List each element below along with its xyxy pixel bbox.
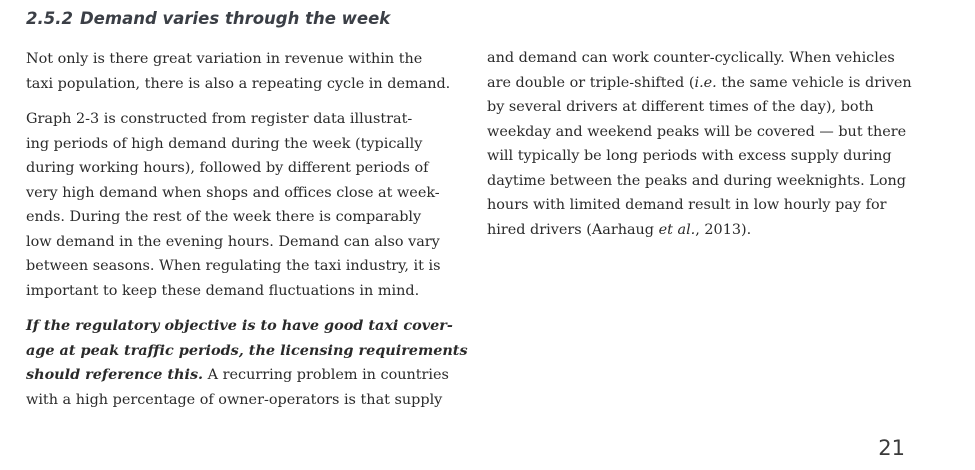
text-line: important to keep these demand fluctuations in mind. [26, 282, 420, 299]
paragraph-2 [26, 107, 458, 303]
section-title: Demand varies through the week [79, 9, 391, 28]
emphasis-text: should reference this. [26, 366, 204, 383]
text-line: very high demand when shops and offices close at week- [26, 184, 440, 201]
text-line: ends. During the rest of the week there is comparably [26, 209, 422, 225]
text-line: weekday and weekend peaks will be covered — but there [487, 123, 907, 140]
text-line: Graph 2-3 is constructed from register data illustrat- [26, 111, 413, 127]
text-line: ing periods of high demand during the week (typically [26, 135, 423, 152]
body-text: A recurring problem in countries [203, 367, 449, 383]
body-text: hired drivers (Aarhaug [487, 221, 659, 238]
emphasis-line: age at peak traffic periods, the licensing requirements [26, 341, 468, 359]
body-text: are double or triple-shifted ( [487, 74, 695, 91]
right-column [487, 46, 919, 242]
text-line: Not only is there great variation in revenue within the [26, 51, 423, 67]
paragraph-3 [26, 314, 468, 412]
body-text: , 2013). [695, 221, 752, 238]
text-line: daytime between the peaks and during weeknights. Long [487, 172, 906, 189]
text-line [26, 363, 458, 388]
section-heading [26, 9, 390, 28]
text-line: by several drivers at different times of the day), both [487, 99, 874, 115]
text-line: with a high percentage of owner-operators is that supply [26, 391, 443, 408]
text-line: between seasons. When regulating the taxi industry, it is [26, 258, 441, 274]
page-number: 21 [878, 436, 905, 460]
text-line: will typically be long periods with excess supply during [487, 148, 892, 164]
emphasis-line: If the regulatory objective is to have good taxi cover- [26, 317, 453, 334]
section-number: 2.5.2 [26, 9, 73, 28]
text-line: taxi population, there is also a repeating cycle in demand. [26, 75, 451, 92]
citation-etal: et al. [658, 221, 696, 238]
body-text: the same vehicle is driven [716, 74, 912, 91]
text-line [487, 71, 919, 96]
paragraph-1 [26, 47, 458, 96]
text-line: and demand can work counter-cyclically. When vehicles [487, 50, 895, 66]
text-line: low demand in the evening hours. Demand can also vary [26, 233, 440, 250]
left-column [26, 47, 468, 412]
text-line [487, 218, 919, 243]
text-line: hours with limited demand result in low hourly pay for [487, 197, 887, 213]
text-line: during working hours), followed by different periods of [26, 160, 429, 176]
italic-text: i.e. [694, 74, 717, 91]
